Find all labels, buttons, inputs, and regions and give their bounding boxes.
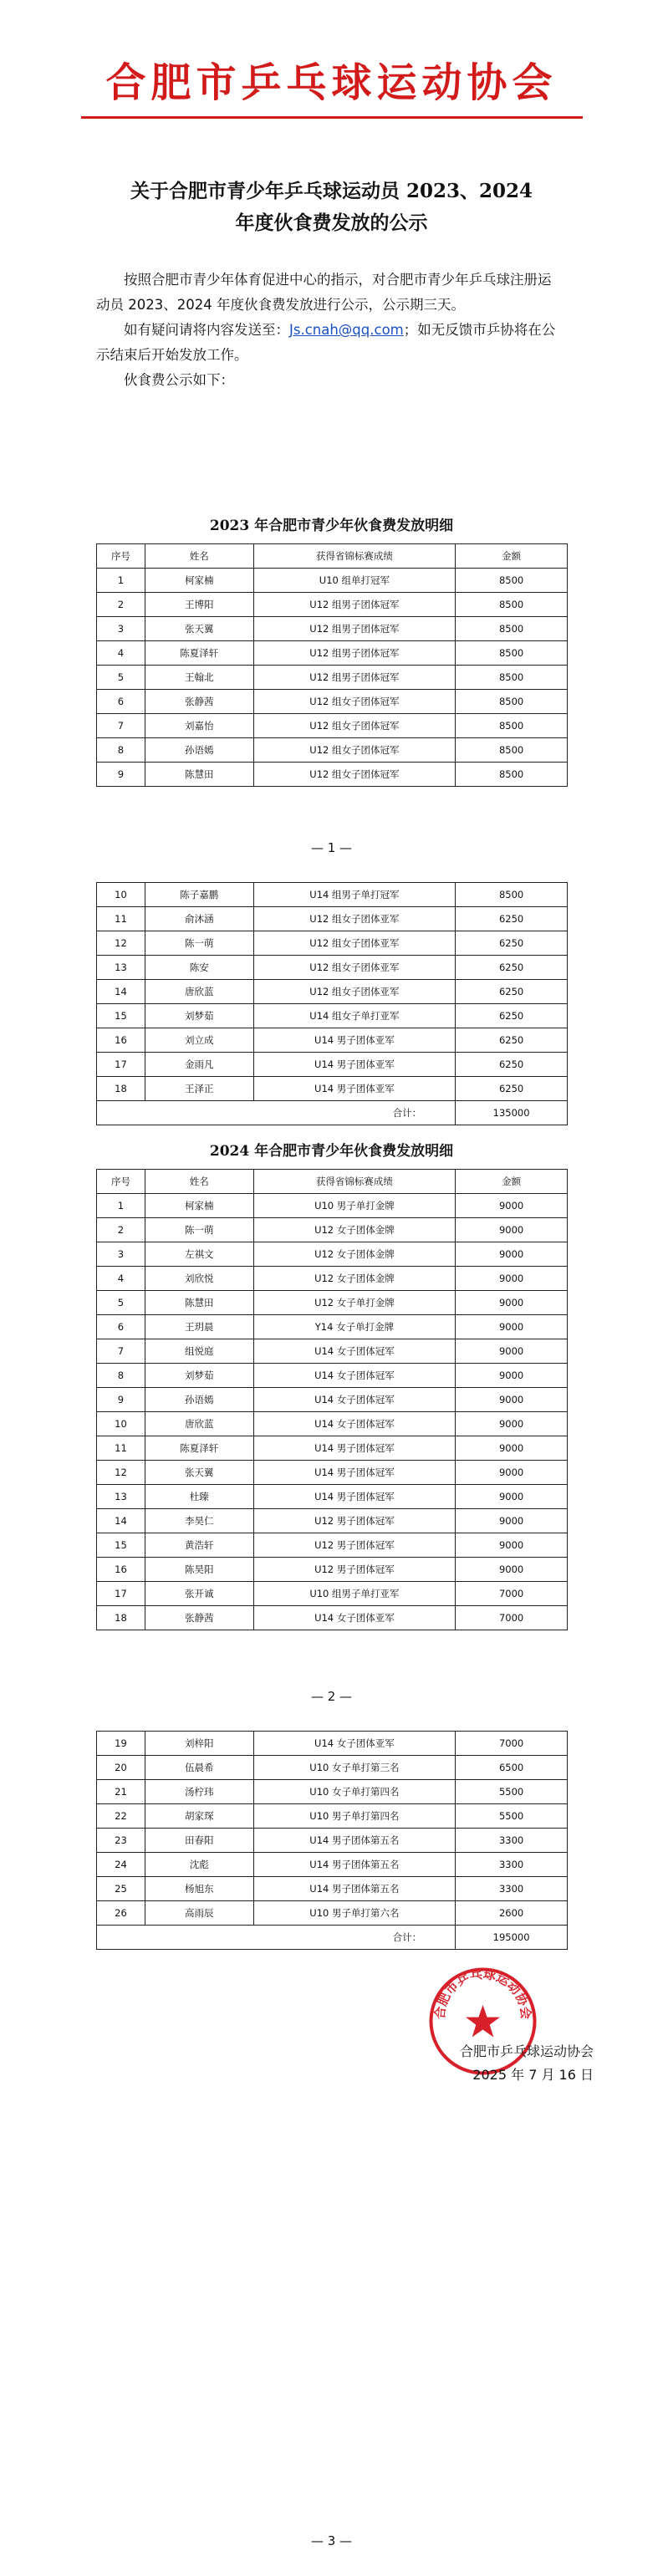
table-row [97, 593, 568, 617]
cell-amount: 8500 [456, 883, 568, 907]
cell-idx: 1 [97, 1194, 145, 1218]
cell-amount: 9000 [456, 1485, 568, 1509]
table-row [97, 1267, 568, 1291]
cell-result: U12 男子团体冠军 [253, 1558, 456, 1582]
cell-amount: 9000 [456, 1291, 568, 1315]
cell-name: 张开诚 [145, 1582, 253, 1606]
cell-result: U14 男子团体亚军 [253, 1077, 456, 1101]
table-row [97, 1053, 568, 1077]
cell-idx: 2 [97, 1218, 145, 1242]
table-row [97, 883, 568, 907]
cell-result: U12 男子团体冠军 [253, 1533, 456, 1558]
cell-amount: 3300 [456, 1829, 568, 1853]
table-row [97, 1194, 568, 1218]
document-title-line-1: 关于合肥市青少年乒乓球运动员 2023、2024 [130, 180, 533, 202]
cell-amount: 7000 [456, 1732, 568, 1756]
cell-amount: 6500 [456, 1756, 568, 1780]
cell-result: U10 男子单打金牌 [253, 1194, 456, 1218]
table-row [97, 980, 568, 1004]
cell-name: 李昊仁 [145, 1509, 253, 1533]
cell-name: 杨旭东 [145, 1877, 253, 1901]
cell-amount: 5500 [456, 1780, 568, 1804]
cell-result: U12 组女子团体亚军 [253, 931, 456, 956]
seal-text: 合肥市乒乓球运动协会 [432, 1966, 533, 2020]
col-header-index: 序号 [97, 1170, 145, 1194]
cell-amount: 8500 [456, 666, 568, 690]
cell-result: U12 组女子团体冠军 [253, 714, 456, 738]
table-row [97, 1077, 568, 1101]
cell-idx: 3 [97, 617, 145, 641]
org-title: 合肥市乒乓球运动协会 [105, 59, 558, 106]
table-row [97, 1853, 568, 1877]
paragraph-2-prefix: 如有疑问请将内容发送至： [124, 322, 289, 338]
table-row [97, 617, 568, 641]
cell-idx: 6 [97, 1315, 145, 1339]
cell-result: U14 男子团体第五名 [253, 1853, 456, 1877]
cell-name: 张天翼 [145, 1461, 253, 1485]
cell-idx: 8 [97, 738, 145, 763]
cell-idx: 18 [97, 1606, 145, 1630]
cell-name: 陈夏泽轩 [145, 1436, 253, 1461]
cell-name: 伍晨希 [145, 1756, 253, 1780]
paragraph-1: 按照合肥市青少年体育促进中心的指示，对合肥市青少年乒乓球注册运动员 2023、2024 年度伙食费发放进行公示，公示期三天。 [96, 272, 552, 313]
cell-name: 左祺文 [145, 1242, 253, 1267]
seal-star-icon [466, 2005, 500, 2038]
cell-idx: 4 [97, 1267, 145, 1291]
table-2023-total-row [97, 1101, 568, 1125]
cell-result: U10 女子单打第三名 [253, 1756, 456, 1780]
cell-idx: 21 [97, 1780, 145, 1804]
cell-amount: 8500 [456, 641, 568, 666]
cell-amount: 3300 [456, 1877, 568, 1901]
cell-name: 俞沐涵 [145, 907, 253, 931]
cell-name: 王翰北 [145, 666, 253, 690]
cell-amount: 6250 [456, 1004, 568, 1028]
cell-idx: 13 [97, 1485, 145, 1509]
cell-result: U12 组女子团体冠军 [253, 690, 456, 714]
table-row [97, 1412, 568, 1436]
cell-name: 刘梦茹 [145, 1364, 253, 1388]
cell-amount: 8500 [456, 738, 568, 763]
cell-result: U10 男子单打第四名 [253, 1804, 456, 1829]
table-2024-part-2 [96, 1731, 568, 1950]
cell-name: 沈彪 [145, 1853, 253, 1877]
table-2023-title: 2023 年合肥市青少年伙食费发放明细 [209, 518, 454, 534]
cell-result: U14 男子团体冠军 [253, 1436, 456, 1461]
cell-name: 陈慧田 [145, 763, 253, 787]
cell-amount: 9000 [456, 1509, 568, 1533]
cell-name: 黄浩轩 [145, 1533, 253, 1558]
table-row [97, 1028, 568, 1053]
cell-amount: 9000 [456, 1315, 568, 1339]
cell-result: U14 男子团体第五名 [253, 1829, 456, 1853]
cell-result: U12 组女子团体冠军 [253, 738, 456, 763]
cell-name: 田春阳 [145, 1829, 253, 1853]
cell-amount: 5500 [456, 1804, 568, 1829]
cell-result: U14 女子团体亚军 [253, 1732, 456, 1756]
cell-result: U14 男子团体亚军 [253, 1053, 456, 1077]
cell-idx: 11 [97, 907, 145, 931]
table-row [97, 1461, 568, 1485]
page-number-3: — 3 — [310, 2533, 353, 2548]
cell-idx: 24 [97, 1853, 145, 1877]
cell-name: 张静茜 [145, 1606, 253, 1630]
table-row [97, 1485, 568, 1509]
cell-idx: 26 [97, 1901, 145, 1926]
cell-idx: 13 [97, 956, 145, 980]
document-title-line-2: 年度伙食费发放的公示 [235, 212, 428, 234]
col-header-name: 姓名 [145, 1170, 253, 1194]
letterhead-rule [81, 116, 583, 119]
page-number-2: — 2 — [310, 1689, 353, 1704]
table-row [97, 1756, 568, 1780]
cell-amount: 2600 [456, 1901, 568, 1926]
table-2024-part-1 [96, 1169, 568, 1630]
cell-result: U12 组男子团体冠军 [253, 617, 456, 641]
col-header-name: 姓名 [145, 544, 253, 569]
table-2024-total-row [97, 1926, 568, 1950]
cell-idx: 3 [97, 1242, 145, 1267]
cell-idx: 14 [97, 980, 145, 1004]
cell-amount: 7000 [456, 1606, 568, 1630]
table-row [97, 1732, 568, 1756]
cell-idx: 17 [97, 1053, 145, 1077]
page-number-1: — 1 — [310, 840, 353, 855]
table-row [97, 1364, 568, 1388]
cell-idx: 12 [97, 931, 145, 956]
cell-result: U10 女子单打第四名 [253, 1780, 456, 1804]
table-row [97, 956, 568, 980]
cell-result: U12 女子团体金牌 [253, 1218, 456, 1242]
cell-result: U12 组女子团体亚军 [253, 980, 456, 1004]
table-row [97, 1339, 568, 1364]
col-header-result: 获得省锦标赛成绩 [253, 1170, 456, 1194]
cell-idx: 14 [97, 1509, 145, 1533]
cell-name: 组悦庭 [145, 1339, 253, 1364]
cell-name: 王泽正 [145, 1077, 253, 1101]
cell-name: 汤柠玮 [145, 1780, 253, 1804]
table-row [97, 931, 568, 956]
table-2024-title: 2024 年合肥市青少年伙食费发放明细 [209, 1143, 454, 1160]
table-row [97, 641, 568, 666]
cell-name: 孙语嫣 [145, 1388, 253, 1412]
cell-result: U12 组女子团体亚军 [253, 956, 456, 980]
cell-result: U14 男子团体冠军 [253, 1461, 456, 1485]
cell-idx: 22 [97, 1804, 145, 1829]
table-row [97, 1388, 568, 1412]
cell-idx: 15 [97, 1533, 145, 1558]
cell-idx: 9 [97, 1388, 145, 1412]
email-link[interactable]: Js.cnah@qq.com [289, 322, 404, 338]
cell-name: 唐欣蓝 [145, 1412, 253, 1436]
cell-result: U12 女子团体金牌 [253, 1242, 456, 1267]
cell-result: U14 女子团体冠军 [253, 1412, 456, 1436]
cell-result: U14 男子团体第五名 [253, 1877, 456, 1901]
cell-amount: 3300 [456, 1853, 568, 1877]
cell-name: 张静茜 [145, 690, 253, 714]
cell-name: 柯家楠 [145, 1194, 253, 1218]
table-row [97, 666, 568, 690]
total-value: 135000 [456, 1101, 568, 1125]
cell-result: U10 组男子单打亚军 [253, 1582, 456, 1606]
col-header-amount: 金额 [456, 544, 568, 569]
cell-result: U14 组女子单打亚军 [253, 1004, 456, 1028]
cell-result: U14 男子团体亚军 [253, 1028, 456, 1053]
cell-name: 刘立成 [145, 1028, 253, 1053]
cell-name: 王博阳 [145, 593, 253, 617]
cell-result: U10 男子单打第六名 [253, 1901, 456, 1926]
table-row [97, 1558, 568, 1582]
cell-name: 王玥晨 [145, 1315, 253, 1339]
cell-name: 刘嘉怡 [145, 714, 253, 738]
table-row [97, 569, 568, 593]
table-row [97, 1804, 568, 1829]
cell-result: U14 男子团体冠军 [253, 1485, 456, 1509]
cell-idx: 18 [97, 1077, 145, 1101]
table-row [97, 1218, 568, 1242]
cell-idx: 2 [97, 593, 145, 617]
cell-idx: 23 [97, 1829, 145, 1853]
cell-name: 陈一萌 [145, 931, 253, 956]
cell-amount: 9000 [456, 1339, 568, 1364]
cell-name: 高雨辰 [145, 1901, 253, 1926]
cell-result: U10 组单打冠军 [253, 569, 456, 593]
table-row [97, 1004, 568, 1028]
cell-idx: 15 [97, 1004, 145, 1028]
cell-idx: 1 [97, 569, 145, 593]
signature-block [376, 2040, 594, 2087]
total-value: 195000 [456, 1926, 568, 1950]
cell-name: 胡家琛 [145, 1804, 253, 1829]
cell-idx: 7 [97, 714, 145, 738]
cell-amount: 6250 [456, 1028, 568, 1053]
table-row [97, 738, 568, 763]
cell-amount: 9000 [456, 1558, 568, 1582]
cell-result: U12 组男子团体冠军 [253, 641, 456, 666]
cell-amount: 9000 [456, 1533, 568, 1558]
cell-result: U12 组女子团体冠军 [253, 763, 456, 787]
cell-amount: 6250 [456, 931, 568, 956]
table-row [97, 1315, 568, 1339]
cell-amount: 8500 [456, 617, 568, 641]
cell-result: U12 女子团体金牌 [253, 1267, 456, 1291]
cell-amount: 9000 [456, 1194, 568, 1218]
cell-name: 刘欣悦 [145, 1267, 253, 1291]
table-row [97, 714, 568, 738]
table-row [97, 1291, 568, 1315]
cell-idx: 8 [97, 1364, 145, 1388]
letterhead [0, 50, 663, 119]
cell-amount: 8500 [456, 569, 568, 593]
cell-result: U14 女子团体冠军 [253, 1364, 456, 1388]
cell-amount: 7000 [456, 1582, 568, 1606]
table-row [97, 1242, 568, 1267]
cell-idx: 7 [97, 1339, 145, 1364]
cell-amount: 8500 [456, 593, 568, 617]
table-row [97, 1582, 568, 1606]
cell-name: 陈夏泽轩 [145, 641, 253, 666]
cell-idx: 9 [97, 763, 145, 787]
table-row [97, 1436, 568, 1461]
cell-idx: 5 [97, 666, 145, 690]
cell-idx: 16 [97, 1028, 145, 1053]
cell-amount: 8500 [456, 763, 568, 787]
cell-result: Y14 女子单打金牌 [253, 1315, 456, 1339]
table-row [97, 1509, 568, 1533]
table-row [97, 1533, 568, 1558]
table-row [97, 690, 568, 714]
cell-result: U12 组女子团体亚军 [253, 907, 456, 931]
cell-idx: 12 [97, 1461, 145, 1485]
cell-result: U14 女子团体冠军 [253, 1388, 456, 1412]
signature-org: 合肥市乒乓球运动协会 [459, 2043, 594, 2059]
table-2023-part-2 [96, 882, 568, 1125]
cell-result: U14 女子团体冠军 [253, 1339, 456, 1364]
cell-name: 张天翼 [145, 617, 253, 641]
cell-name: 孙语嫣 [145, 738, 253, 763]
document-title [0, 176, 663, 239]
paragraph-2-suffix: ；如无反馈市乒协将在公示结束后开始发放工作。 [96, 322, 556, 363]
table-row [97, 1780, 568, 1804]
cell-idx: 16 [97, 1558, 145, 1582]
cell-name: 陈慧田 [145, 1291, 253, 1315]
cell-idx: 5 [97, 1291, 145, 1315]
cell-result: U12 女子单打金牌 [253, 1291, 456, 1315]
cell-name: 刘梦茹 [145, 1004, 253, 1028]
cell-amount: 9000 [456, 1461, 568, 1485]
cell-idx: 20 [97, 1756, 145, 1780]
col-header-index: 序号 [97, 544, 145, 569]
cell-name: 陈昊阳 [145, 1558, 253, 1582]
cell-amount: 9000 [456, 1267, 568, 1291]
cell-name: 金雨凡 [145, 1053, 253, 1077]
cell-idx: 4 [97, 641, 145, 666]
cell-result: U12 组男子团体冠军 [253, 666, 456, 690]
table-row [97, 763, 568, 787]
cell-amount: 9000 [456, 1364, 568, 1388]
cell-name: 陈子嘉鹏 [145, 883, 253, 907]
col-header-amount: 金额 [456, 1170, 568, 1194]
cell-amount: 9000 [456, 1388, 568, 1412]
cell-idx: 11 [97, 1436, 145, 1461]
cell-name: 陈安 [145, 956, 253, 980]
cell-idx: 10 [97, 1412, 145, 1436]
cell-result: U14 组男子单打冠军 [253, 883, 456, 907]
cell-amount: 8500 [456, 714, 568, 738]
cell-name: 陈一萌 [145, 1218, 253, 1242]
cell-amount: 6250 [456, 956, 568, 980]
total-label: 合计： [97, 1101, 456, 1125]
paragraph-2 [96, 318, 564, 368]
cell-name: 唐欣蓝 [145, 980, 253, 1004]
cell-amount: 6250 [456, 907, 568, 931]
cell-result: U12 男子团体冠军 [253, 1509, 456, 1533]
total-label: 合计： [97, 1926, 456, 1950]
cell-amount: 6250 [456, 1077, 568, 1101]
cell-name: 刘梓阳 [145, 1732, 253, 1756]
cell-idx: 17 [97, 1582, 145, 1606]
cell-idx: 25 [97, 1877, 145, 1901]
cell-amount: 6250 [456, 980, 568, 1004]
signature-date: 2025 年 7 月 16 日 [472, 2067, 594, 2083]
paragraph-3: 伙食费公示如下： [124, 372, 234, 388]
cell-amount: 8500 [456, 690, 568, 714]
cell-name: 杜臻 [145, 1485, 253, 1509]
cell-name: 柯家楠 [145, 569, 253, 593]
cell-result: U12 组男子团体冠军 [253, 593, 456, 617]
cell-idx: 6 [97, 690, 145, 714]
cell-amount: 9000 [456, 1242, 568, 1267]
body-text [96, 268, 564, 393]
cell-amount: 9000 [456, 1436, 568, 1461]
table-2023-part-1 [96, 543, 568, 787]
table-row [97, 1829, 568, 1853]
cell-idx: 19 [97, 1732, 145, 1756]
table-row [97, 1901, 568, 1926]
cell-result: U14 女子团体亚军 [253, 1606, 456, 1630]
table-row [97, 907, 568, 931]
table-header-row [97, 544, 568, 569]
col-header-result: 获得省锦标赛成绩 [253, 544, 456, 569]
table-row [97, 1606, 568, 1630]
cell-idx: 10 [97, 883, 145, 907]
cell-amount: 9000 [456, 1412, 568, 1436]
table-row [97, 1877, 568, 1901]
table-header-row [97, 1170, 568, 1194]
cell-amount: 9000 [456, 1218, 568, 1242]
cell-amount: 6250 [456, 1053, 568, 1077]
